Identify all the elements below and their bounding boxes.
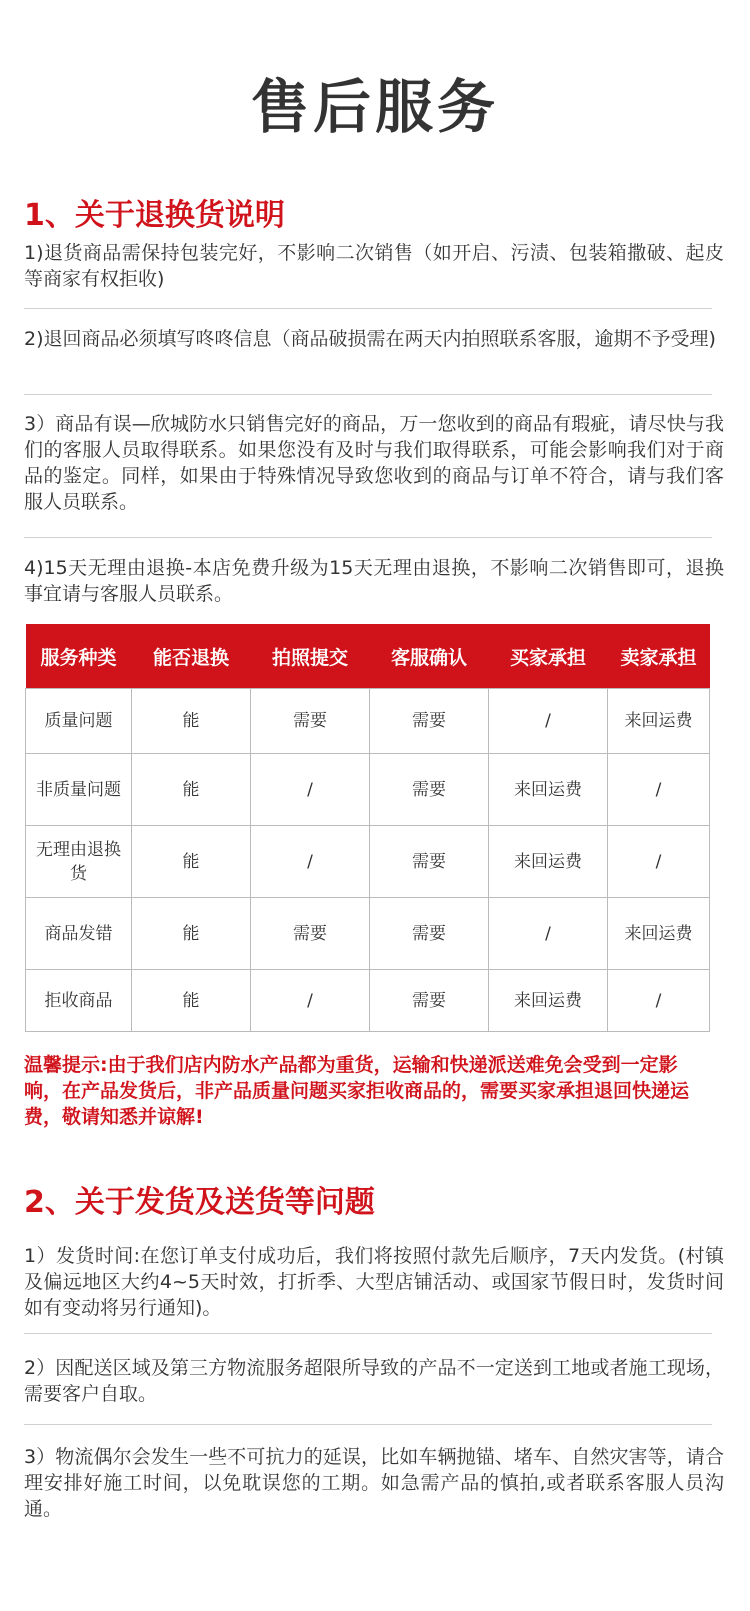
divider [24, 537, 712, 538]
table-header-cell: 能否退换 [132, 624, 251, 689]
table-cell: 能 [132, 754, 251, 826]
page-title: 售后服务 [250, 73, 499, 141]
section1-item-2: 2)退回商品必须填写咚咚信息（商品破损需在两天内拍照联系客服，逾期不予受理) [24, 328, 716, 350]
section2-item-1: 1）发货时间:在您订单支付成功后，我们将按照付款先后顺序，7天内发货。(村镇及偏远地区大约4~5天时效，打折季、大型店铺活动、或国家节假日时，发货时间如有变动将另行通知)。 [24, 1245, 724, 1319]
table-row [26, 970, 710, 1032]
table-row [26, 826, 710, 898]
table-cell: 无理由退换货 [26, 826, 132, 898]
table-cell: 需要 [370, 898, 489, 970]
section2-item-2: 2）因配送区域及第三方物流服务超限所导致的产品不一定送到工地或者施工现场，需要客户自取。 [24, 1357, 724, 1405]
table-cell: 质量问题 [26, 689, 132, 754]
table-cell: 来回运费 [489, 754, 608, 826]
divider [24, 308, 712, 309]
table-cell: / [251, 970, 370, 1032]
table-cell: 非质量问题 [26, 754, 132, 826]
table-cell: 能 [132, 826, 251, 898]
table-row [26, 898, 710, 970]
table-cell: / [608, 826, 710, 898]
table-cell: / [608, 970, 710, 1032]
table-cell: / [251, 826, 370, 898]
warm-tip: 温馨提示:由于我们店内防水产品都为重货，运输和快递派送难免会受到一定影响，在产品发货后，非产品质量问题买家拒收商品的，需要买家承担退回快递运费，敬请知悉并谅解! [24, 1054, 690, 1128]
section2-item-3: 3）物流偶尔会发生一些不可抗力的延误，比如车辆抛锚、堵车、自然灾害等，请合理安排好施工时间，以免耽误您的工期。如急需产品的慎拍,或者联系客服人员沟通。 [24, 1446, 724, 1520]
table-cell: 需要 [370, 826, 489, 898]
table-cell: 来回运费 [608, 689, 710, 754]
section1-item-1: 1)退货商品需保持包装完好，不影响二次销售（如开启、污渍、包装箱撒破、起皮等商家有权拒收) [24, 242, 724, 290]
divider [24, 1424, 712, 1425]
table-cell: 来回运费 [489, 826, 608, 898]
section1-item-3: 3）商品有误—欣城防水只销售完好的商品，万一您收到的商品有瑕疵，请尽快与我们的客服人员取得联系。如果您没有及时与我们取得联系，可能会影响我们对于商品的鉴定。同样，如果由于特殊情况导致您收到的商品与订单不符合，请与我们客服人员联系。 [24, 413, 724, 513]
table-cell: 需要 [370, 754, 489, 826]
table-cell: / [251, 754, 370, 826]
table-cell: 来回运费 [608, 898, 710, 970]
table-cell: 来回运费 [489, 970, 608, 1032]
divider [24, 1333, 712, 1334]
table-cell: 能 [132, 689, 251, 754]
table-cell: 需要 [251, 898, 370, 970]
table-header-cell: 客服确认 [370, 624, 489, 689]
table-cell: 需要 [251, 689, 370, 754]
section1-title: 1、关于退换货说明 [24, 198, 285, 233]
table-cell: 拒收商品 [26, 970, 132, 1032]
table-cell: / [489, 898, 608, 970]
table-header-cell: 服务种类 [26, 624, 132, 689]
service-table [25, 624, 710, 1032]
table-cell: / [608, 754, 710, 826]
table-row [26, 754, 710, 826]
divider [24, 394, 712, 395]
table-cell: 商品发错 [26, 898, 132, 970]
table-cell: 能 [132, 898, 251, 970]
section1-item-4: 4)15天无理由退换-本店免费升级为15天无理由退换，不影响二次销售即可，退换事宜请与客服人员联系。 [24, 557, 724, 605]
table-header-cell: 买家承担 [489, 624, 608, 689]
table-cell: 能 [132, 970, 251, 1032]
table-row [26, 689, 710, 754]
table-header-cell: 卖家承担 [608, 624, 710, 689]
table-cell: / [489, 689, 608, 754]
table-header-row [26, 624, 710, 689]
section2-title: 2、关于发货及送货等问题 [24, 1185, 375, 1220]
table-cell: 需要 [370, 970, 489, 1032]
table-cell: 需要 [370, 689, 489, 754]
table-header-cell: 拍照提交 [251, 624, 370, 689]
